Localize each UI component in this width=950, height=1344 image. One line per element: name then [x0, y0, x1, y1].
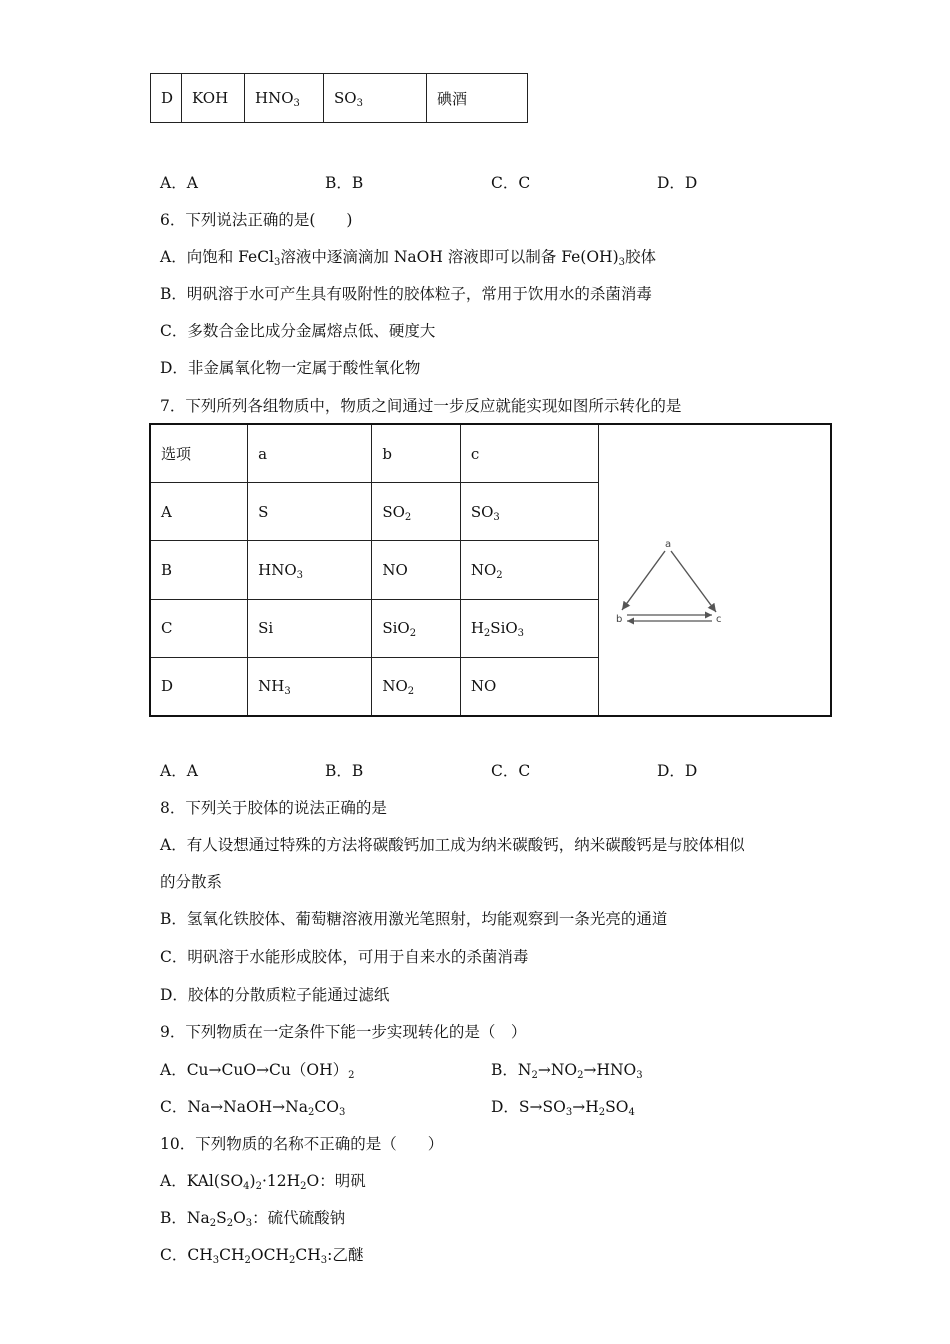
node-b-label: b — [616, 614, 623, 625]
table-cell: D — [150, 657, 248, 716]
q7-option-c: C．C — [491, 762, 531, 780]
diagram-cell — [599, 424, 832, 716]
table-cell: Si — [248, 599, 372, 657]
table-cell: NO — [460, 657, 598, 716]
q5-option-d: D．D — [657, 174, 698, 192]
q6-option-c: C．多数合金比成分金属熔点低、硬度大 — [160, 322, 436, 340]
q10-option-b: B．$Na_2S_2O_3$：硫代硫酸钠 — [160, 1209, 346, 1229]
table-cell: D — [151, 74, 182, 123]
table-cell: $NH_3$ — [248, 657, 372, 716]
q5-option-b: B．B — [325, 174, 364, 192]
q10-stem: 10．下列物质的名称不正确的是（ ） — [160, 1135, 444, 1153]
q6-option-a: A．向饱和 FeCl$_3$溶液中逐滴滴加 NaOH 溶液即可以制备 $Fe(OH)_3$胶体 — [160, 248, 657, 268]
q9-option-d: D．$S\to SO_3\to H_2SO_4$ — [491, 1098, 635, 1118]
table-header-cell: b — [372, 424, 460, 483]
table-cell: $SO_2$ — [372, 483, 460, 541]
triangle-diagram — [599, 425, 830, 715]
q5-option-c: C．C — [491, 174, 531, 192]
table-header-cell: 选项 — [150, 424, 248, 483]
q9-option-c: C．$Na\to NaOH\to Na_2CO_3$ — [160, 1098, 346, 1118]
q9-option-b: B．$N_2\to NO_2\to HNO_3$ — [491, 1061, 643, 1081]
table-cell: C — [150, 599, 248, 657]
q7-table — [149, 423, 832, 717]
table-cell: SiO$_2$ — [372, 599, 460, 657]
q10-option-a: A．$KAl(SO_4)_2\cdot 12H_2O$：明矾 — [160, 1172, 366, 1192]
q8-option-a: A．有人设想通过特殊的方法将碳酸钙加工成为纳米碳酸钙，纳米碳酸钙是与胶体相似 — [160, 836, 745, 854]
q10-option-c: C．$CH_3CH_2OCH_2CH_3$:乙醚 — [160, 1246, 364, 1266]
node-c-label: c — [716, 614, 722, 625]
q9-stem: 9．下列物质在一定条件下能一步实现转化的是（ ） — [160, 1023, 527, 1041]
table-cell: $SO_3$ — [324, 74, 427, 123]
arrow-a-to-c — [671, 551, 716, 612]
table-header-cell: a — [248, 424, 372, 483]
q8-option-a-cont: 的分散系 — [160, 873, 223, 891]
q6-option-d: D．非金属氧化物一定属于酸性氧化物 — [160, 359, 421, 377]
table-row — [151, 74, 528, 123]
q8-option-b: B．氢氧化铁胶体、葡萄糖溶液用激光笔照射，均能观察到一条光亮的通道 — [160, 910, 668, 928]
q7-stem: 7．下列所列各组物质中，物质之间通过一步反应就能实现如图所示转化的是 — [160, 397, 682, 415]
node-a-label: a — [665, 539, 672, 550]
table-cell: $SO_3$ — [460, 483, 598, 541]
arrow-a-to-b — [622, 551, 665, 610]
table-cell: $NO_2$ — [460, 541, 598, 599]
table-cell: S — [248, 483, 372, 541]
table-cell: $NO_2$ — [372, 657, 460, 716]
table-cell: $HNO_3$ — [245, 74, 324, 123]
table-cell: 碘酒 — [427, 74, 528, 123]
table-cell: $H_2SiO_3$ — [460, 599, 598, 657]
q5-option-a: A．A — [160, 174, 198, 192]
table-header-cell: c — [460, 424, 598, 483]
table-cell: A — [150, 483, 248, 541]
table-cell: B — [150, 541, 248, 599]
table-row — [150, 424, 831, 483]
q6-option-b: B．明矾溶于水可产生具有吸附性的胶体粒子，常用于饮用水的杀菌消毒 — [160, 285, 652, 303]
q7-option-a: A．A — [160, 762, 198, 780]
top-table — [150, 73, 528, 123]
q7-option-d: D．D — [657, 762, 698, 780]
q8-option-c: C．明矾溶于水能形成胶体，可用于自来水的杀菌消毒 — [160, 948, 529, 966]
table-cell: NO — [372, 541, 460, 599]
q8-option-d: D．胶体的分散质粒子能通过滤纸 — [160, 986, 390, 1004]
q6-stem: 6．下列说法正确的是( ) — [160, 211, 353, 229]
q7-option-b: B．B — [325, 762, 364, 780]
table-cell: KOH — [182, 74, 245, 123]
q8-stem: 8．下列关于胶体的说法正确的是 — [160, 799, 387, 817]
table-cell: $HNO_3$ — [248, 541, 372, 599]
q9-option-a: A．$Cu\to CuO\to Cu(OH)_2$ — [160, 1061, 355, 1081]
